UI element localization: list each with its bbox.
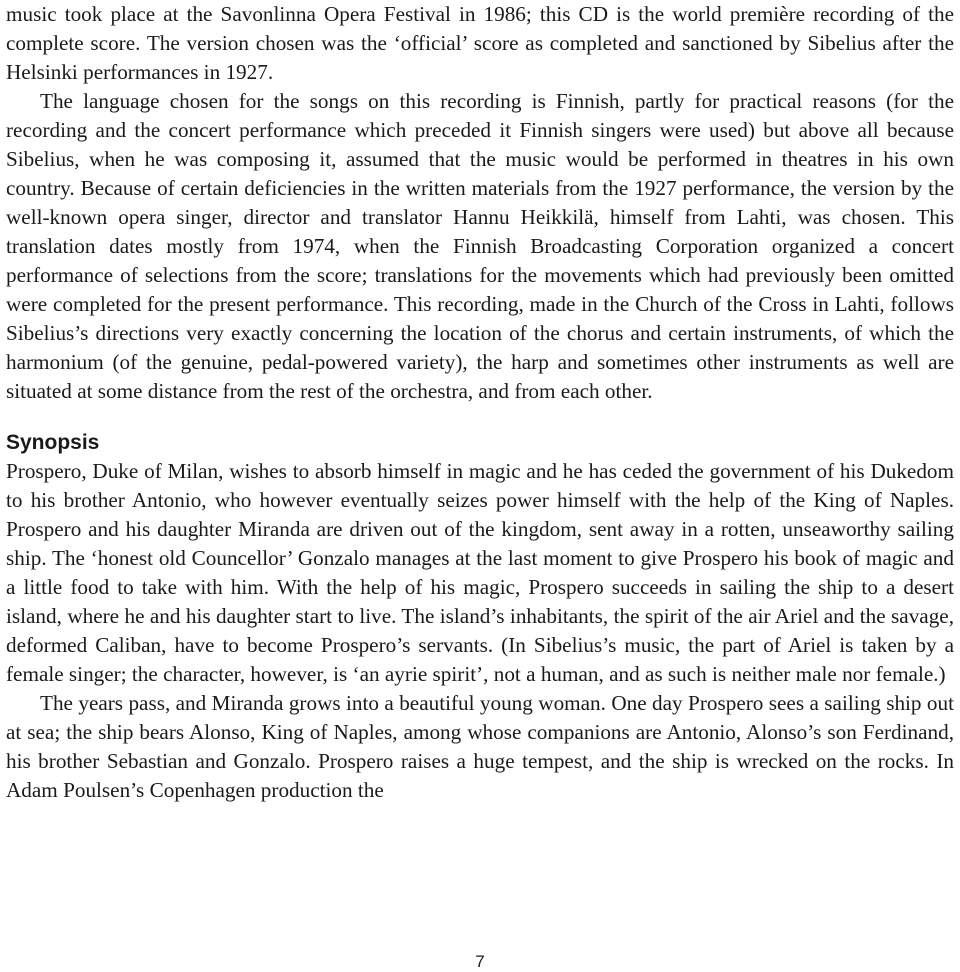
synopsis-paragraph-1: Prospero, Duke of Milan, wishes to absorb himself in magic and he has ceded the government of his Dukedom to his brother Antonio, who however eventually seizes power himself with the help of the King of Naples. Prospero and his daughter Miranda are driven out of the kingdom, sent away in a rotten, unseaworthy sailing ship. The ‘honest old Councellor’ Gonzalo manages at the last moment to give Prospero his book of magic and a little food to take with him. With the help of his magic, Prospero succeeds in sailing the ship to a desert island, where he and his daughter start to live. The island’s inhabitants, the spirit of the air Ariel and the savage, deformed Caliban, have to become Prospero’s servants. (In Sibelius’s music, the part of Ariel is taken by a female singer; the character, however, is ‘an ayrie spirit’, not a human, and as such is neither male nor female.) <box>6 459 954 686</box>
page-number: 7 <box>475 952 485 971</box>
intro-continuation-paragraph: music took place at the Savonlinna Opera Festival in 1986; this CD is the world première recording of the complete score. The version chosen was the ‘official’ score as completed and sanctioned by Sibelius after the Helsinki performances in 1927. <box>6 2 954 84</box>
synopsis-paragraph-2: The years pass, and Miranda grows into a beautiful young woman. One day Prospero sees a sailing ship out at sea; the ship bears Alonso, King of Naples, among whose companions are Antonio, Alonso’s son Ferdinand, his brother Sebastian and Gonzalo. Prospero raises a huge tempest, and the ship is wrecked on the rocks. In Adam Poulsen’s Copenhagen production the <box>6 691 954 802</box>
synopsis-heading: Synopsis <box>6 431 100 454</box>
language-paragraph: The language chosen for the songs on this recording is Finnish, partly for practical reasons (for the recording and the concert performance which preceded it Finnish singers were used) but above all because Sibelius, when he was composing it, assumed that the music would be performed in theatres in his own country. Because of certain deficiencies in the written materials from the 1927 performance, the version by the well-known opera singer, director and translator Hannu Heikkilä, himself from Lahti, was chosen. This translation dates mostly from 1974, when the Finnish Broadcasting Corporation organized a concert performance of selections from the score; translations for the movements which had previously been omitted were completed for the present performance. This recording, made in the Church of the Cross in Lahti, follows Sibelius’s directions very exactly concerning the location of the chorus and certain instruments, of which the harmonium (of the genuine, pedal-powered variety), the harp and sometimes other instruments as well are situated at some distance from the rest of the orchestra, and from each other. <box>6 89 954 403</box>
document-page <box>6 0 954 805</box>
